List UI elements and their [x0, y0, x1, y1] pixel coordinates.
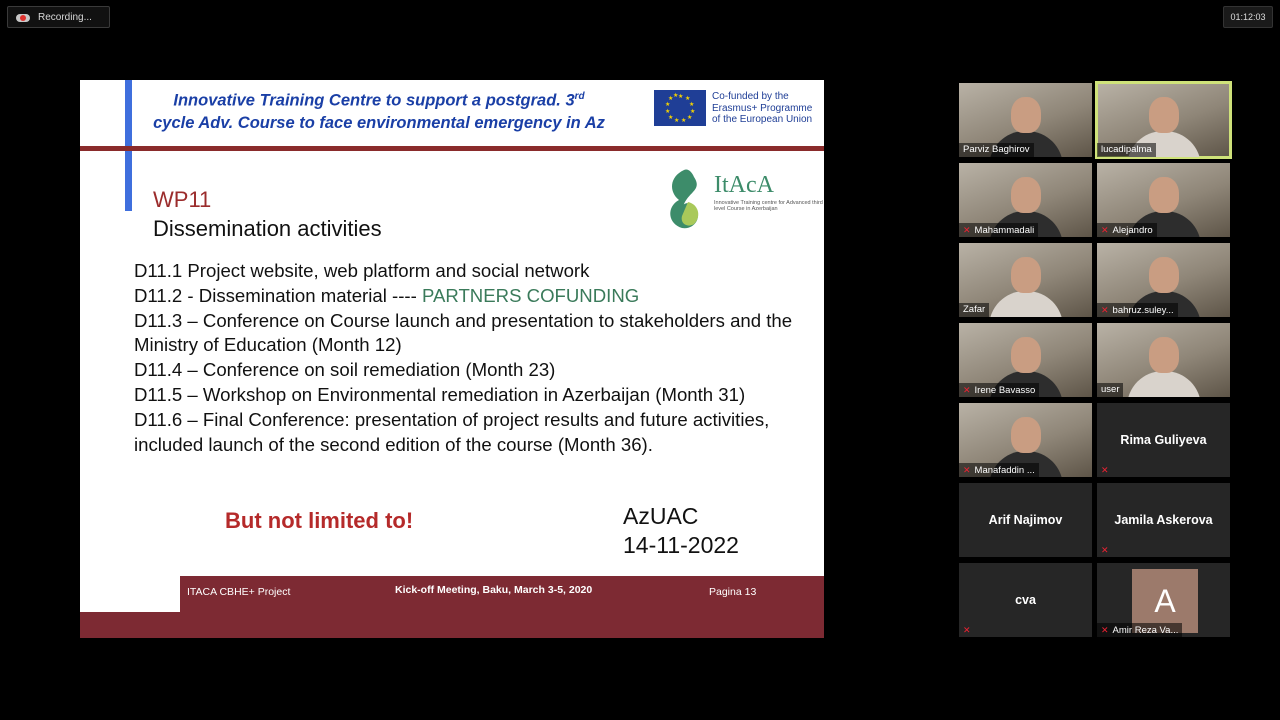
recording-indicator[interactable]: [7, 6, 110, 28]
eu-cofunded-text: Co-funded by the Erasmus+ Programme of the European Union: [712, 91, 813, 125]
itaca-logo-subtitle: Innovative Training centre for Advanced third level Course in Azerbaijan: [714, 200, 823, 212]
participant-tile[interactable]: [959, 483, 1092, 557]
participant-tile[interactable]: [1097, 323, 1230, 397]
participant-tile[interactable]: [959, 243, 1092, 317]
muted-mic-icon: ✕: [1101, 545, 1109, 555]
recording-label: Recording...: [38, 11, 92, 23]
slide-header-title: Innovative Training Centre to support a postgrad. 3rd cycle Adv. Course to face environmental emergency in Az: [153, 91, 605, 132]
participant-tile[interactable]: [959, 403, 1092, 477]
participant-face: [1149, 177, 1179, 213]
participant-face: [1011, 257, 1041, 293]
muted-mic-icon: ✕: [1101, 305, 1109, 315]
muted-mic-icon: ✕: [1101, 465, 1109, 475]
participant-name: lucadipalma: [1097, 143, 1156, 157]
participant-tile[interactable]: [1097, 483, 1230, 557]
eu-flag-icon: ★ ★ ★ ★ ★ ★ ★ ★ ★ ★ ★ ★: [654, 90, 706, 126]
not-limited-text: But not limited to!: [225, 508, 414, 533]
slide-footer: [80, 576, 824, 638]
participant-center-name: Rima Guliyeva: [1120, 433, 1207, 447]
meeting-timer: 01:12:03: [1223, 6, 1273, 28]
participant-center-name: Arif Najimov: [988, 513, 1063, 527]
slide-date: 14-11-2022: [623, 532, 739, 558]
participant-face: [1011, 177, 1041, 213]
participant-tile[interactable]: [1097, 403, 1230, 477]
footer-page: Pagina 13: [709, 586, 757, 598]
participant-tile[interactable]: [1097, 563, 1230, 637]
participant-name: Zafar: [959, 303, 989, 317]
list-item: D11.4 – Conference on soil remediation (Month 23): [134, 359, 556, 381]
avatar: A: [1132, 569, 1198, 633]
participant-center-name: cva: [1015, 593, 1036, 607]
participant-name: ✕ Amir Reza Va...: [1097, 623, 1182, 637]
slide-wp-label: WP11: [153, 187, 212, 212]
participant-tile[interactable]: [1097, 83, 1230, 157]
azuac-block: [623, 502, 739, 560]
participant-name: ✕ bahruz.suley...: [1097, 303, 1178, 317]
participant-tile[interactable]: [1097, 163, 1230, 237]
slide-header-divider: [80, 146, 824, 151]
muted-mic-icon: ✕: [963, 385, 971, 395]
participant-name: [1097, 543, 1117, 557]
participant-video: [1127, 371, 1201, 397]
participant-face: [1149, 257, 1179, 293]
shared-slide: [80, 80, 824, 638]
recording-icon: [16, 12, 30, 22]
muted-mic-icon: ✕: [1101, 625, 1109, 635]
participant-name: ✕ Mahammadali: [959, 223, 1038, 237]
list-item: D11.6 – Final Conference: presentation of project results and future activities, included launch of the second edition of the course (Month 36).: [134, 408, 770, 455]
participant-name: ✕ Alejandro: [1097, 223, 1157, 237]
footer-meeting: Kick-off Meeting, Baku, March 3-5, 2020: [395, 584, 593, 596]
participant-name: [1097, 463, 1117, 477]
participant-name: ✕ Manafaddin ...: [959, 463, 1039, 477]
participant-tile[interactable]: [959, 83, 1092, 157]
participant-name: Parviz Baghirov: [959, 143, 1034, 157]
participant-face: [1149, 97, 1179, 133]
participant-name: ✕ Irene Bavasso: [959, 383, 1039, 397]
participant-face: [1149, 337, 1179, 373]
muted-mic-icon: ✕: [963, 225, 971, 235]
participant-video: [989, 291, 1063, 317]
participant-tile[interactable]: [959, 163, 1092, 237]
partners-cofunding-highlight: PARTNERS COFUNDING: [421, 284, 640, 306]
list-item: D11.1 Project website, web platform and social network: [134, 260, 590, 281]
participant-center-name: Jamila Askerova: [1114, 513, 1213, 527]
participant-face: [1011, 417, 1041, 453]
list-item: D11.5 – Workshop on Environmental remediation in Azerbaijan (Month 31): [134, 383, 746, 405]
list-item: D11.3 – Conference on Course launch and presentation to stakeholders and the Ministry of Education (Month 12): [134, 309, 793, 356]
participant-tile[interactable]: [959, 563, 1092, 637]
muted-mic-icon: ✕: [1101, 225, 1109, 235]
footer-project: ITACA CBHE+ Project: [187, 586, 291, 598]
list-item: D11.2 - Dissemination material ---- PARTNERS COFUNDING: [134, 284, 640, 306]
muted-mic-icon: ✕: [963, 465, 971, 475]
muted-mic-icon: ✕: [963, 625, 971, 635]
participant-face: [1011, 97, 1041, 133]
participant-name: [959, 623, 979, 637]
slide-body: [134, 259, 814, 457]
footer-white-tab: [80, 576, 180, 612]
slide-subtitle: Dissemination activities: [153, 216, 382, 241]
itaca-logo-name: ItAcA: [714, 172, 774, 198]
participant-tile[interactable]: [959, 323, 1092, 397]
azuac-label: AzUAC: [623, 503, 699, 529]
participant-face: [1011, 337, 1041, 373]
participant-tile[interactable]: [1097, 243, 1230, 317]
participant-name: user: [1097, 383, 1123, 397]
